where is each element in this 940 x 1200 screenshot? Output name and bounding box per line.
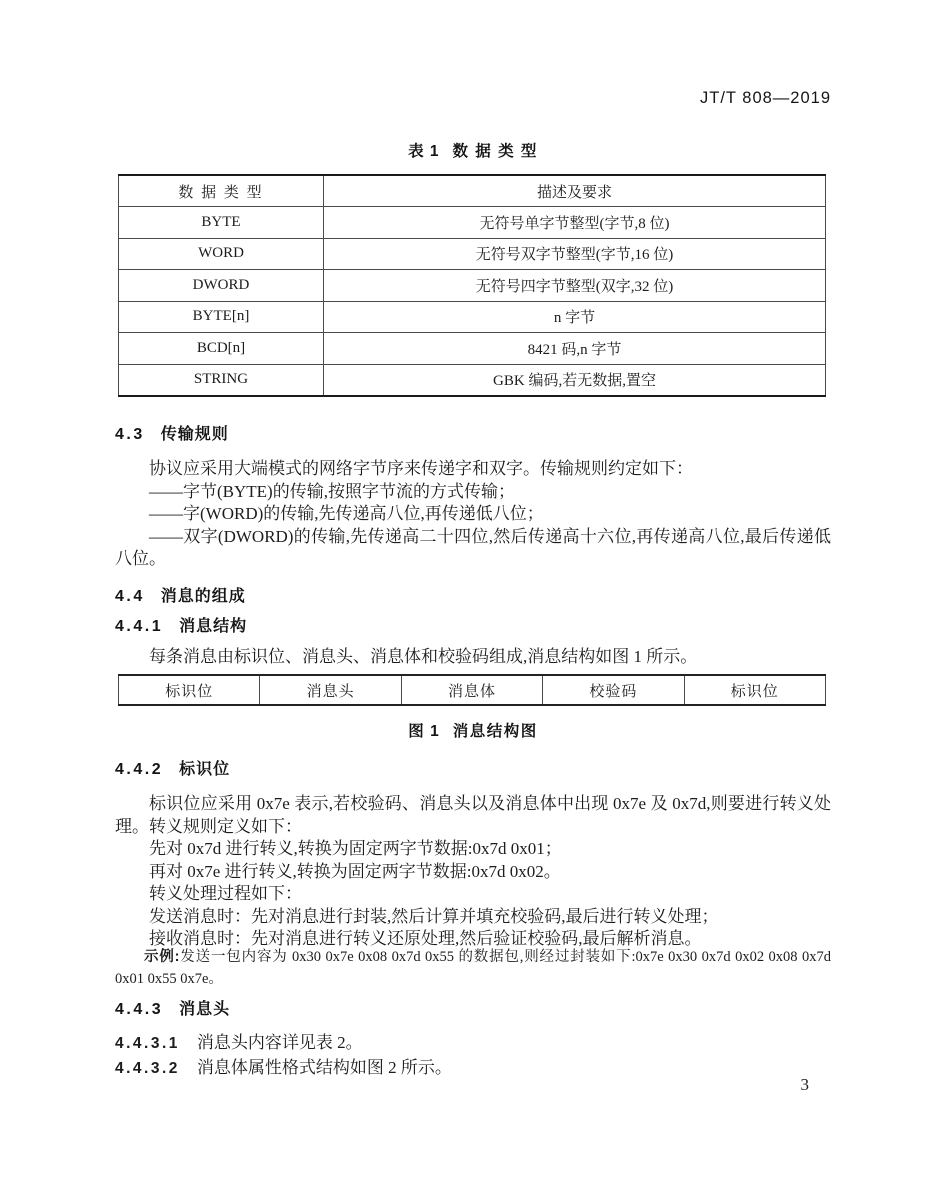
- table1-cell-type: BCD[n]: [119, 333, 324, 365]
- process-receive: 接收消息时：先对消息进行转义还原处理,然后验证校验码,最后解析消息。: [149, 929, 702, 948]
- paragraph: 每条消息由标识位、消息头、消息体和校验码组成,消息结构如图 1 所示。: [149, 647, 698, 666]
- table1-cell-type: BYTE[n]: [119, 301, 324, 333]
- clause-4-4-3-1: [115, 1031, 831, 1056]
- section-heading-4-4-1: [115, 613, 831, 636]
- example-label: 示例:: [144, 949, 180, 965]
- clause-text: 消息体属性格式结构如图 2 所示。: [196, 1058, 452, 1077]
- escape-rule-2: 再对 0x7e 进行转义,转换为固定两字节数据:0x7d 0x02。: [149, 861, 561, 881]
- section-heading-4-3: [115, 421, 831, 444]
- figure1-cell-header: 消息头: [260, 675, 401, 705]
- section-number: 4.4.1: [115, 618, 164, 635]
- section-number: 4.4.3: [115, 1001, 164, 1018]
- table-row: [119, 364, 826, 396]
- table1-col-header-desc: 描述及要求: [324, 175, 826, 207]
- table1-cell-desc: 8421 码,n 字节: [324, 333, 826, 365]
- section-4-4-1-body: [115, 646, 831, 669]
- table-row: [119, 333, 826, 365]
- table1-col-header-type: 数 据 类 型: [119, 175, 324, 207]
- table-row: [119, 238, 826, 270]
- paragraph: 标识位应采用 0x7e 表示,若校验码、消息头以及消息体中出现 0x7e 及 0x7d,则要进行转义处理。转义规则定义如下：: [115, 794, 831, 836]
- table1-data-types: [118, 174, 826, 397]
- section-number: 4.3: [115, 426, 145, 443]
- page-number: 3: [800, 1075, 809, 1094]
- table1-caption: [115, 139, 831, 161]
- example-text: 发送一包内容为 0x30 0x7e 0x08 0x7d 0x55 的数据包,则经过封装如下:0x7e 0x30 0x7d 0x02 0x08 0x7d 0x01 0x55 0x7e。: [115, 949, 831, 987]
- figure1-row: [119, 675, 826, 705]
- table1-caption-label: 表 1: [408, 143, 440, 160]
- list-item: ——字(WORD)的传输,先传递高八位,再传递低八位；: [149, 504, 544, 523]
- table1-cell-type: STRING: [119, 364, 324, 396]
- clause-text: 消息头内容详见表 2。: [196, 1033, 363, 1052]
- section-heading-4-4: [115, 583, 831, 606]
- figure1-cell-flag-end: 标识位: [684, 675, 825, 705]
- section-number: 4.4: [115, 588, 145, 605]
- doc-number-header: JT/T 808—2019: [699, 89, 831, 107]
- table1-cell-desc: 无符号单字节整型(字节,8 位): [324, 207, 826, 239]
- section-heading-4-4-2: [115, 756, 831, 779]
- table1-cell-desc: n 字节: [324, 301, 826, 333]
- process-intro: 转义处理过程如下：: [149, 884, 302, 903]
- section-title: 标识位: [179, 761, 231, 778]
- paragraph: 协议应采用大端模式的网络字节序来传递字和双字。传输规则约定如下：: [149, 459, 693, 478]
- table1-cell-desc: 无符号双字节整型(字节,16 位): [324, 238, 826, 270]
- section-title: 消息结构: [179, 618, 248, 635]
- figure1-cell-checksum: 校验码: [543, 675, 684, 705]
- list-item: ——字节(BYTE)的传输,按照字节流的方式传输；: [149, 481, 515, 501]
- process-send: 发送消息时：先对消息进行封装,然后计算并填充校验码,最后进行转义处理；: [149, 906, 719, 926]
- section-title: 消息的组成: [160, 588, 246, 605]
- table-row: [119, 301, 826, 333]
- figure1-structure-table: [118, 674, 826, 706]
- example-paragraph: [115, 946, 831, 990]
- figure1-caption-title: 消息结构图: [452, 723, 538, 740]
- escape-rule-1: 先对 0x7d 进行转义,转换为固定两字节数据:0x7d 0x01；: [149, 839, 562, 858]
- clause-number: 4.4.3.1: [115, 1035, 180, 1052]
- table1-cell-desc: 无符号四字节整型(双字,32 位): [324, 270, 826, 302]
- figure1-caption: [115, 719, 831, 741]
- figure1-caption-label: 图 1: [408, 723, 440, 740]
- table1-caption-title: 数 据 类 型: [452, 143, 538, 160]
- table-row: [119, 270, 826, 302]
- section-4-4-2-rules: [115, 838, 831, 951]
- clause-number: 4.4.3.2: [115, 1060, 180, 1077]
- table1-cell-type: DWORD: [119, 270, 324, 302]
- list-item: ——双字(DWORD)的传输,先传递高二十四位,然后传递高十六位,再传递高八位,最后传递低八位。: [115, 526, 831, 568]
- example-note: [115, 946, 831, 990]
- table1-cell-type: BYTE: [119, 207, 324, 239]
- table-row: [119, 207, 826, 239]
- section-number: 4.4.2: [115, 761, 164, 778]
- section-4-3-body: [115, 458, 831, 571]
- figure1-cell-body: 消息体: [401, 675, 542, 705]
- section-title: 传输规则: [160, 426, 229, 443]
- section-title: 消息头: [179, 1001, 231, 1018]
- table1-cell-type: WORD: [119, 238, 324, 270]
- section-heading-4-4-3: [115, 996, 831, 1019]
- table1-cell-desc: GBK 编码,若无数据,置空: [324, 364, 826, 396]
- section-4-4-2-intro: [115, 793, 831, 838]
- figure1-cell-flag-start: 标识位: [119, 675, 260, 705]
- table1-header-row: [119, 175, 826, 207]
